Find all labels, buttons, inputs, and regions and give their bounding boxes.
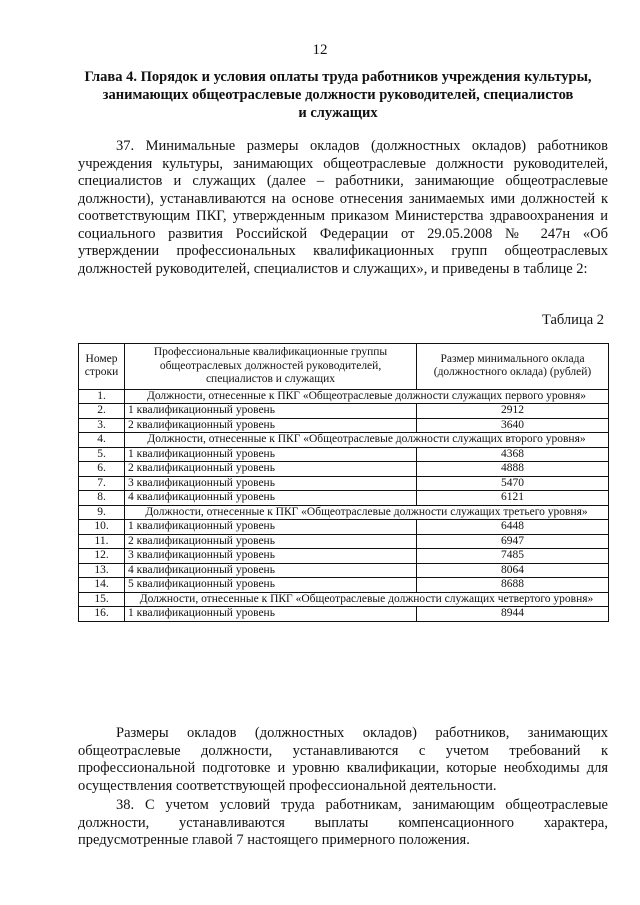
- salary-table: [78, 343, 609, 622]
- salary-value-cell: 2912: [417, 404, 609, 419]
- qualification-level-cell: 1 квалификационный уровень: [125, 607, 417, 622]
- row-number-cell: 15.: [79, 592, 125, 607]
- row-number-cell: 11.: [79, 534, 125, 549]
- group-heading-cell: Должности, отнесенные к ПКГ «Общеотраслевые должности служащих третьего уровня»: [125, 505, 609, 520]
- row-number-cell: 5.: [79, 447, 125, 462]
- salary-value-cell: 8688: [417, 578, 609, 593]
- paragraph-37: 37. Минимальные размеры окладов (должностных окладов) работников учреждения культуры, занимающих общеотраслевые должности руководителей, специалистов и служащих (далее – работники, занимающие общеотраслевые должности), устанавливаются на основе отнесения занимаемых ими должностей к соответствующим ПКГ, утвержденным приказом Министерства здравоохранения и социального развития Российской Федерации от 29.05.2008 № 247н «Об утверждении профессиональных квалификационных групп общеотраслевых должностей руководителей, специалистов и служащих», и приведены в таблице 2:: [78, 138, 608, 277]
- row-number-cell: 14.: [79, 578, 125, 593]
- table-row: [79, 462, 609, 477]
- row-number-cell: 13.: [79, 563, 125, 578]
- qualification-level-cell: 4 квалификационный уровень: [125, 491, 417, 506]
- paragraph-38: 38. С учетом условий труда работникам, занимающим общеотраслевые должности, устанавливаются выплаты компенсационного характера, предусмотренные главой 7 настоящего примерного положения.: [78, 797, 608, 848]
- chapter-title-line-3: и служащих: [298, 105, 378, 121]
- table-row: [79, 476, 609, 491]
- header-qualification-group: Профессиональные квалификационные группы общеотраслевых должностей руководителей, специалистов и служащих: [125, 344, 417, 390]
- chapter-title: [68, 68, 608, 122]
- table-caption: Таблица 2: [541, 312, 604, 328]
- row-number-cell: 4.: [79, 433, 125, 448]
- qualification-level-cell: 3 квалификационный уровень: [125, 549, 417, 564]
- table-row: [79, 404, 609, 419]
- salary-value-cell: 6448: [417, 520, 609, 535]
- table-body: [79, 389, 609, 621]
- row-number-cell: 12.: [79, 549, 125, 564]
- row-number-cell: 10.: [79, 520, 125, 535]
- row-number-cell: 7.: [79, 476, 125, 491]
- qualification-level-cell: 1 квалификационный уровень: [125, 447, 417, 462]
- table-row: [79, 433, 609, 448]
- qualification-level-cell: 2 квалификационный уровень: [125, 418, 417, 433]
- salary-value-cell: 6121: [417, 491, 609, 506]
- row-number-cell: 16.: [79, 607, 125, 622]
- table-row: [79, 592, 609, 607]
- table-row: [79, 578, 609, 593]
- table-header-row: [79, 344, 609, 390]
- qualification-level-cell: 2 квалификационный уровень: [125, 462, 417, 477]
- table-row: [79, 389, 609, 404]
- table-row: [79, 491, 609, 506]
- group-heading-cell: Должности, отнесенные к ПКГ «Общеотраслевые должности служащих первого уровня»: [125, 389, 609, 404]
- qualification-level-cell: 1 квалификационный уровень: [125, 520, 417, 535]
- row-number-cell: 8.: [79, 491, 125, 506]
- row-number-cell: 2.: [79, 404, 125, 419]
- qualification-level-cell: 3 квалификационный уровень: [125, 476, 417, 491]
- table-row: [79, 549, 609, 564]
- group-heading-cell: Должности, отнесенные к ПКГ «Общеотраслевые должности служащих второго уровня»: [125, 433, 609, 448]
- salary-value-cell: 3640: [417, 418, 609, 433]
- table-row: [79, 520, 609, 535]
- chapter-title-line-1: Глава 4. Порядок и условия оплаты труда работников учреждения культуры,: [84, 69, 592, 85]
- qualification-level-cell: 5 квалификационный уровень: [125, 578, 417, 593]
- table-row: [79, 607, 609, 622]
- paragraph-after-table: Размеры окладов (должностных окладов) работников, занимающих общеотраслевые должности, устанавливаются с учетом требований к профессиональной подготовке и уровню квалификации, которые необходимы для осуществления соответствующей профессиональной деятельности.: [78, 725, 608, 794]
- qualification-level-cell: 4 квалификационный уровень: [125, 563, 417, 578]
- table-row: [79, 505, 609, 520]
- salary-value-cell: 8064: [417, 563, 609, 578]
- header-salary: Размер минимального оклада (должностного оклада) (рублей): [417, 344, 609, 390]
- row-number-cell: 6.: [79, 462, 125, 477]
- salary-value-cell: 7485: [417, 549, 609, 564]
- header-row-number: Номер строки: [79, 344, 125, 390]
- table-row: [79, 418, 609, 433]
- chapter-title-line-2: занимающих общеотраслевые должности руководителей, специалистов: [102, 87, 574, 103]
- table-row: [79, 563, 609, 578]
- qualification-level-cell: 1 квалификационный уровень: [125, 404, 417, 419]
- table-row: [79, 447, 609, 462]
- salary-value-cell: 8944: [417, 607, 609, 622]
- qualification-level-cell: 2 квалификационный уровень: [125, 534, 417, 549]
- row-number-cell: 1.: [79, 389, 125, 404]
- row-number-cell: 3.: [79, 418, 125, 433]
- salary-value-cell: 6947: [417, 534, 609, 549]
- salary-value-cell: 5470: [417, 476, 609, 491]
- table-row: [79, 534, 609, 549]
- salary-value-cell: 4368: [417, 447, 609, 462]
- salary-value-cell: 4888: [417, 462, 609, 477]
- group-heading-cell: Должности, отнесенные к ПКГ «Общеотраслевые должности служащих четвертого уровня»: [125, 592, 609, 607]
- row-number-cell: 9.: [79, 505, 125, 520]
- page-number: 12: [312, 42, 328, 58]
